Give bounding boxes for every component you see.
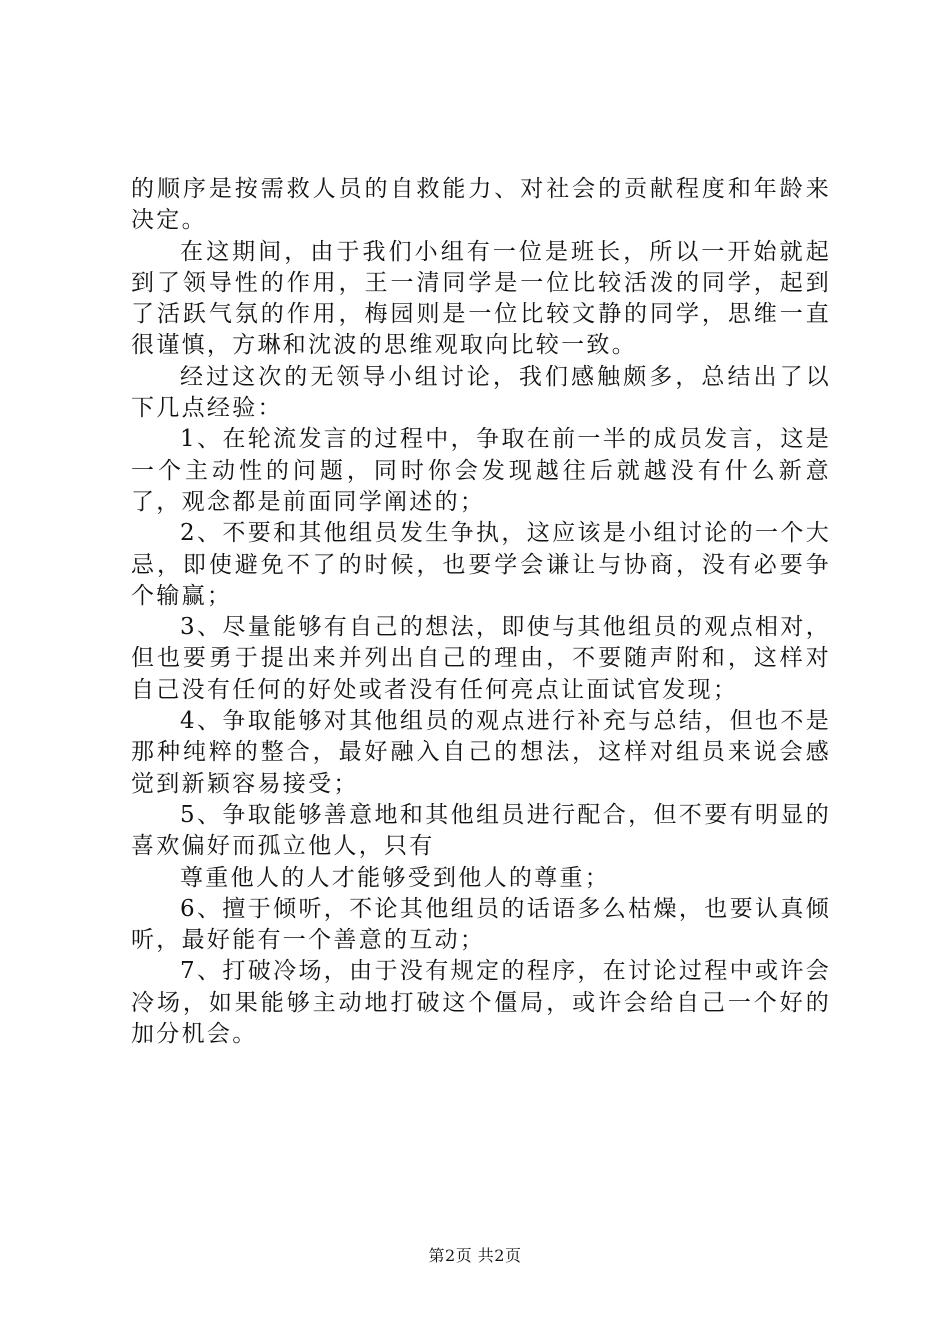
- list-item-5: 5、争取能够善意地和其他组员进行配合，但不要有明显的喜欢偏好而孤立他人，只有: [131, 801, 831, 860]
- list-item-3: 3、尽量能够有自己的想法，即使与其他组员的观点相对，但也要勇于提出来并列出自己的理由，不要随声附和，这样对自己没有任何的好处或者没有任何亮点让面试官发现；: [131, 614, 831, 703]
- list-item-2: 2、不要和其他组员发生争执，这应该是小组讨论的一个大忌，即使避免不了的时候，也要学会谦让与协商，没有必要争个输赢；: [131, 520, 831, 609]
- list-item-7: 7、打破冷场，由于没有规定的程序，在讨论过程中或许会冷场，如果能够主动地打破这个僵局，或许会给自己一个好的加分机会。: [131, 958, 831, 1048]
- page-number-footer: 第2页 共2页: [428, 1246, 522, 1265]
- list-item-5-continued: 尊重他人的人才能够受到他人的尊重；: [180, 864, 611, 891]
- list-item-1: 1、在轮流发言的过程中，争取在前一半的成员发言，这是一个主动性的问题，同时你会发现越往后就越没有什么新意了，观念都是前面同学阐述的；: [131, 426, 831, 515]
- paragraph-group-roles: 在这期间，由于我们小组有一位是班长，所以一开始就起到了领导性的作用，王一清同学是一位比较活泼的同学，起到了活跃气氛的作用，梅园则是一位比较文静的同学，思维一直很谨慎，方琳和沈波的思维观取向比较一致。: [131, 238, 831, 359]
- paragraph-continuation: 的顺序是按需救人员的自救能力、对社会的贡献程度和年龄来决定。: [131, 176, 831, 234]
- list-item-6: 6、擅于倾听，不论其他组员的话语多么枯燥，也要认真倾听，最好能有一个善意的互动；: [131, 895, 831, 954]
- document-body: [131, 174, 831, 1050]
- paragraph-summary-intro: 经过这次的无领导小组讨论，我们感触颇多，总结出了以下几点经验：: [131, 363, 831, 422]
- list-item-4: 4、争取能够对其他组员的观点进行补充与总结，但也不是那种纯粹的整合，最好融入自己的想法，这样对组员来说会感觉到新颖容易接受；: [131, 708, 831, 797]
